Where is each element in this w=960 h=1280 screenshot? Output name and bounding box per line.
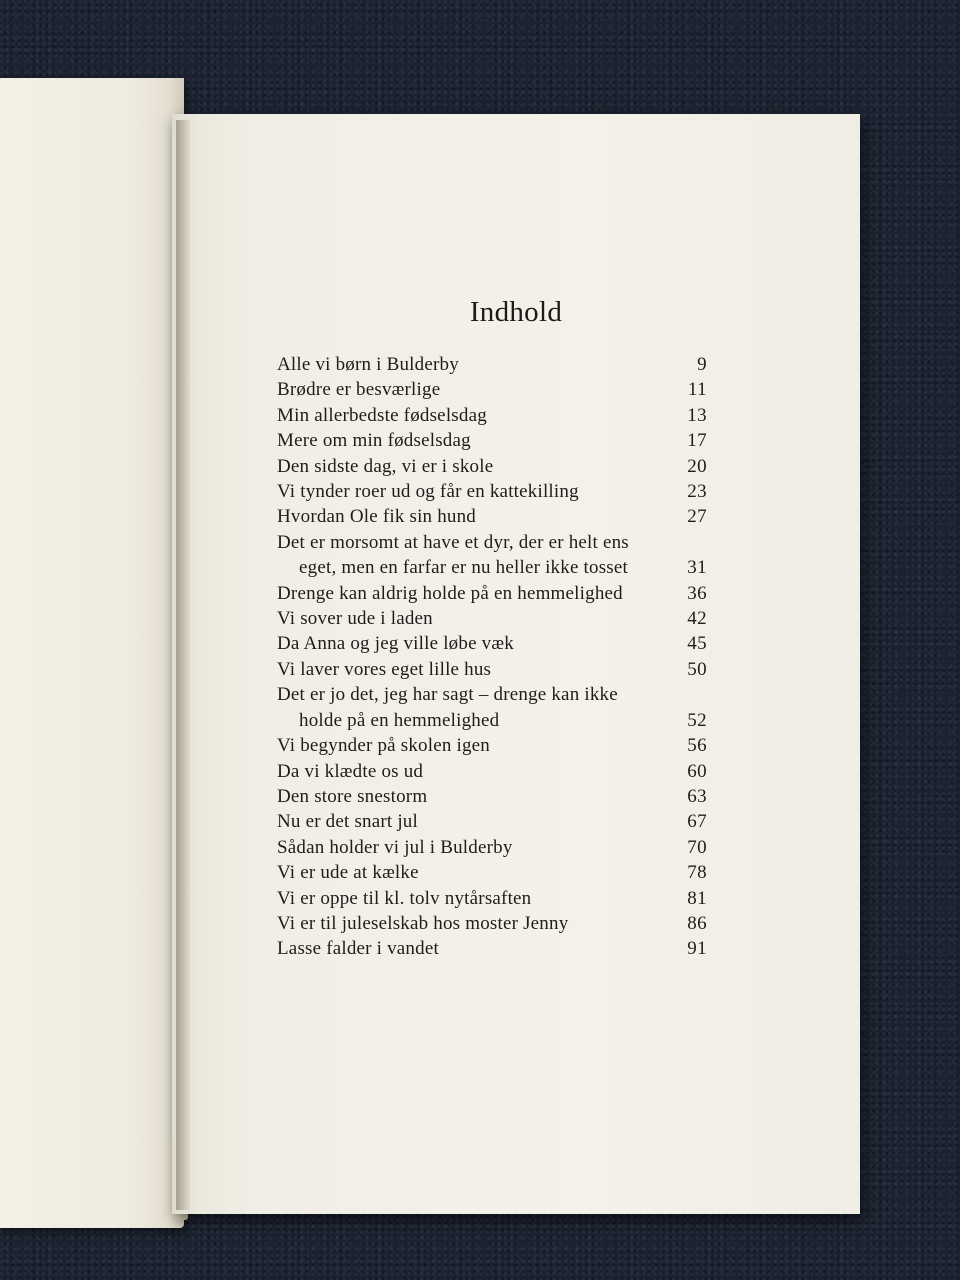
page-number: 70 [687, 836, 707, 858]
toc-entry [277, 428, 707, 453]
page-number: 67 [687, 811, 707, 833]
page-number: 63 [687, 785, 707, 807]
chapter-title: Det er morsomt at have et dyr, der er helt ens eget, men en farfar er nu heller ikke tosset [277, 531, 629, 579]
page-number: 27 [687, 506, 707, 528]
toc-entry [277, 733, 707, 758]
chapter-title: Vi tynder roer ud og får en kattekilling [277, 481, 579, 503]
page-number: 9 [697, 354, 707, 375]
page-number: 11 [687, 379, 707, 401]
page-number: 52 [687, 709, 707, 731]
chapter-title: Den sidste dag, vi er i skole [277, 455, 494, 477]
toc-entry [277, 936, 707, 961]
chapter-title: Brødre er besværlige [277, 379, 441, 401]
toc-entry [277, 886, 707, 911]
page-title: Indhold [469, 296, 563, 328]
chapter-title: Nu er det snart jul [277, 811, 418, 833]
chapter-title: Drenge kan aldrig holde på en hemmelighed [277, 582, 623, 604]
page-number: 81 [687, 887, 707, 909]
toc-entry [277, 759, 707, 784]
page-number: 13 [687, 404, 707, 426]
toc-entry [277, 835, 707, 860]
chapter-title: Det er jo det, jeg har sagt – drenge kan ikke holde på en hemmelighed [277, 684, 618, 731]
table-of-contents [277, 352, 707, 962]
toc-entry [277, 377, 707, 402]
toc-entry [277, 403, 707, 428]
page-number: 31 [687, 557, 707, 579]
chapter-title: Mere om min fødselsdag [277, 430, 471, 452]
page-number: 56 [687, 735, 707, 757]
page-number: 50 [687, 658, 707, 680]
book-gutter [176, 120, 190, 1210]
toc-entry [277, 911, 707, 936]
page-number: 86 [687, 912, 707, 934]
toc-entry [277, 504, 707, 529]
page-number: 36 [687, 582, 707, 604]
chapter-title: Vi er til juleselskab hos moster Jenny [277, 912, 569, 934]
page-number: 23 [687, 481, 707, 503]
chapter-title: Da Anna og jeg ville løbe væk [277, 633, 514, 655]
chapter-title: Vi er oppe til kl. tolv nytårsaften [277, 887, 532, 909]
toc-entry [277, 809, 707, 834]
page-number: 17 [687, 430, 707, 452]
chapter-title: Den store snestorm [277, 785, 428, 807]
page-number: 42 [687, 608, 707, 630]
toc-entry [277, 657, 707, 682]
chapter-title: Sådan holder vi jul i Bulderby [277, 836, 513, 858]
toc-entry [277, 606, 707, 631]
chapter-title: Hvordan Ole fik sin hund [277, 506, 476, 528]
toc-entry [277, 530, 707, 581]
toc-entry [277, 479, 707, 504]
page-number: 20 [687, 455, 707, 477]
chapter-title: Vi sover ude i laden [277, 608, 433, 630]
chapter-title: Min allerbedste fødselsdag [277, 404, 487, 426]
toc-entry [277, 631, 707, 656]
chapter-title: Vi er ude at kælke [277, 862, 419, 884]
toc-entry [277, 454, 707, 479]
toc-entry [277, 352, 707, 377]
toc-entry [277, 784, 707, 809]
left-page [0, 78, 184, 1228]
toc-entry [277, 581, 707, 606]
chapter-title: Da vi klædte os ud [277, 760, 424, 782]
chapter-title: Vi begynder på skolen igen [277, 735, 491, 757]
chapter-title: Lasse falder i vandet [277, 938, 439, 960]
toc-entry [277, 682, 707, 733]
page-number: 78 [687, 862, 707, 884]
chapter-title: Vi laver vores eget lille hus [277, 658, 492, 680]
page-number: 60 [687, 760, 707, 782]
page-number: 91 [687, 938, 707, 960]
toc-entry [277, 860, 707, 885]
page-number: 45 [687, 633, 707, 655]
chapter-title: Alle vi børn i Bulderby [277, 354, 459, 375]
